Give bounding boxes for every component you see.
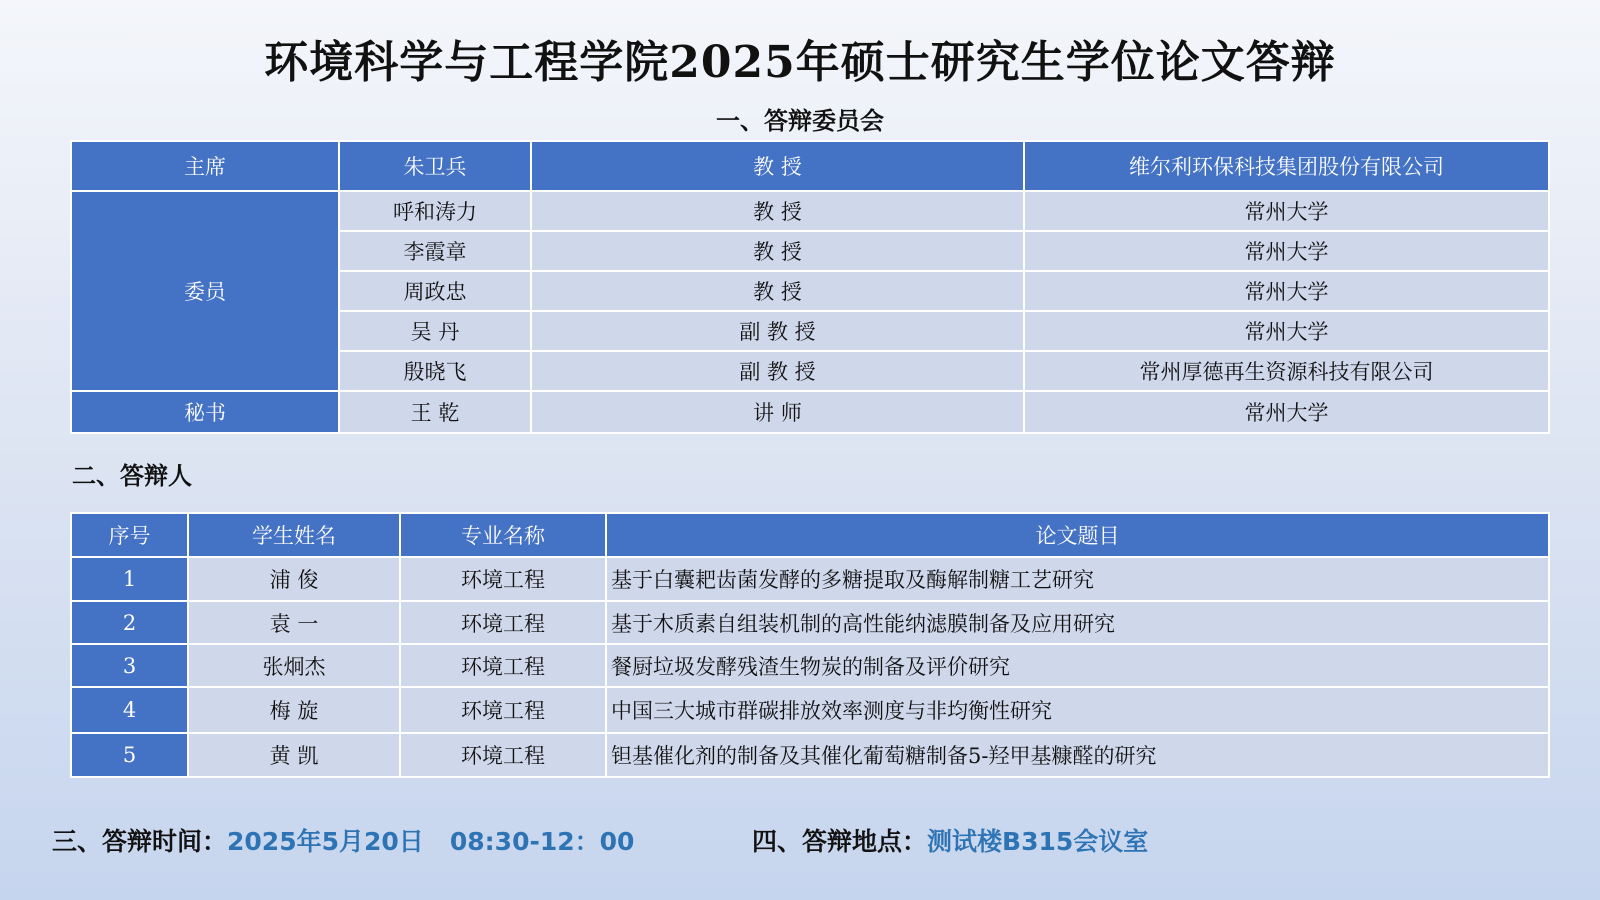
member-name: 殷晓飞 bbox=[339, 351, 531, 391]
student-no: 5 bbox=[71, 733, 188, 777]
header-name: 学生姓名 bbox=[188, 513, 400, 557]
student-name: 黄 凯 bbox=[188, 733, 400, 777]
committee-table bbox=[70, 140, 1550, 434]
student-no: 2 bbox=[71, 601, 188, 644]
student-thesis: 餐厨垃圾发酵残渣生物炭的制备及评价研究 bbox=[606, 644, 1549, 687]
student-no: 4 bbox=[71, 687, 188, 733]
committee-member-row bbox=[71, 191, 1549, 231]
defense-time-label: 三、答辩时间： bbox=[52, 827, 228, 856]
student-name: 袁 一 bbox=[188, 601, 400, 644]
chair-role: 主席 bbox=[71, 141, 339, 191]
header-no: 序号 bbox=[71, 513, 188, 557]
member-name: 李霞章 bbox=[339, 231, 531, 271]
member-rank: 教 授 bbox=[531, 231, 1024, 271]
member-org: 常州大学 bbox=[1024, 191, 1549, 231]
chair-name: 朱卫兵 bbox=[339, 141, 531, 191]
defense-place bbox=[752, 822, 1148, 858]
student-row bbox=[71, 733, 1549, 777]
student-major: 环境工程 bbox=[400, 644, 606, 687]
chair-org: 维尔利环保科技集团股份有限公司 bbox=[1024, 141, 1549, 191]
section-committee-title: 一、答辩委员会 bbox=[716, 106, 884, 135]
member-rank: 副 教 授 bbox=[531, 311, 1024, 351]
member-org: 常州厚德再生资源科技有限公司 bbox=[1024, 351, 1549, 391]
committee-chair-row bbox=[71, 141, 1549, 191]
defense-time-value: 2025年5月20日 08:30-12：00 bbox=[227, 827, 635, 856]
secretary-name: 王 乾 bbox=[339, 391, 531, 433]
student-name: 张炯杰 bbox=[188, 644, 400, 687]
member-rank: 副 教 授 bbox=[531, 351, 1024, 391]
member-org: 常州大学 bbox=[1024, 311, 1549, 351]
student-thesis: 中国三大城市群碳排放效率测度与非均衡性研究 bbox=[606, 687, 1549, 733]
student-major: 环境工程 bbox=[400, 733, 606, 777]
member-rank: 教 授 bbox=[531, 271, 1024, 311]
student-major: 环境工程 bbox=[400, 601, 606, 644]
member-name: 吴 丹 bbox=[339, 311, 531, 351]
member-org: 常州大学 bbox=[1024, 271, 1549, 311]
secretary-rank: 讲 师 bbox=[531, 391, 1024, 433]
student-row bbox=[71, 557, 1549, 601]
student-no: 3 bbox=[71, 644, 188, 687]
student-row bbox=[71, 687, 1549, 733]
defense-time bbox=[52, 822, 634, 858]
student-row bbox=[71, 644, 1549, 687]
students-header-row bbox=[71, 513, 1549, 557]
student-thesis: 基于白囊耙齿菌发酵的多糖提取及酶解制糖工艺研究 bbox=[606, 557, 1549, 601]
secretary-org: 常州大学 bbox=[1024, 391, 1549, 433]
page-title: 环境科学与工程学院2025年硕士研究生学位论文答辩 bbox=[264, 37, 1336, 88]
section-defenders-title: 二、答辩人 bbox=[72, 461, 192, 490]
member-name: 呼和涛力 bbox=[339, 191, 531, 231]
member-name: 周政忠 bbox=[339, 271, 531, 311]
student-name: 浦 俊 bbox=[188, 557, 400, 601]
committee-secretary-row bbox=[71, 391, 1549, 433]
header-major: 专业名称 bbox=[400, 513, 606, 557]
student-no: 1 bbox=[71, 557, 188, 601]
chair-rank: 教 授 bbox=[531, 141, 1024, 191]
students-table bbox=[70, 512, 1550, 778]
secretary-role: 秘书 bbox=[71, 391, 339, 433]
student-thesis: 钽基催化剂的制备及其催化葡萄糖制备5-羟甲基糠醛的研究 bbox=[606, 733, 1549, 777]
student-row bbox=[71, 601, 1549, 644]
header-thesis: 论文题目 bbox=[606, 513, 1549, 557]
member-role: 委员 bbox=[71, 191, 339, 391]
member-org: 常州大学 bbox=[1024, 231, 1549, 271]
member-rank: 教 授 bbox=[531, 191, 1024, 231]
student-thesis: 基于木质素自组装机制的高性能纳滤膜制备及应用研究 bbox=[606, 601, 1549, 644]
defense-place-label: 四、答辩地点： bbox=[752, 827, 928, 856]
student-major: 环境工程 bbox=[400, 557, 606, 601]
student-name: 梅 旋 bbox=[188, 687, 400, 733]
student-major: 环境工程 bbox=[400, 687, 606, 733]
defense-place-value: 测试楼B315会议室 bbox=[927, 827, 1149, 856]
